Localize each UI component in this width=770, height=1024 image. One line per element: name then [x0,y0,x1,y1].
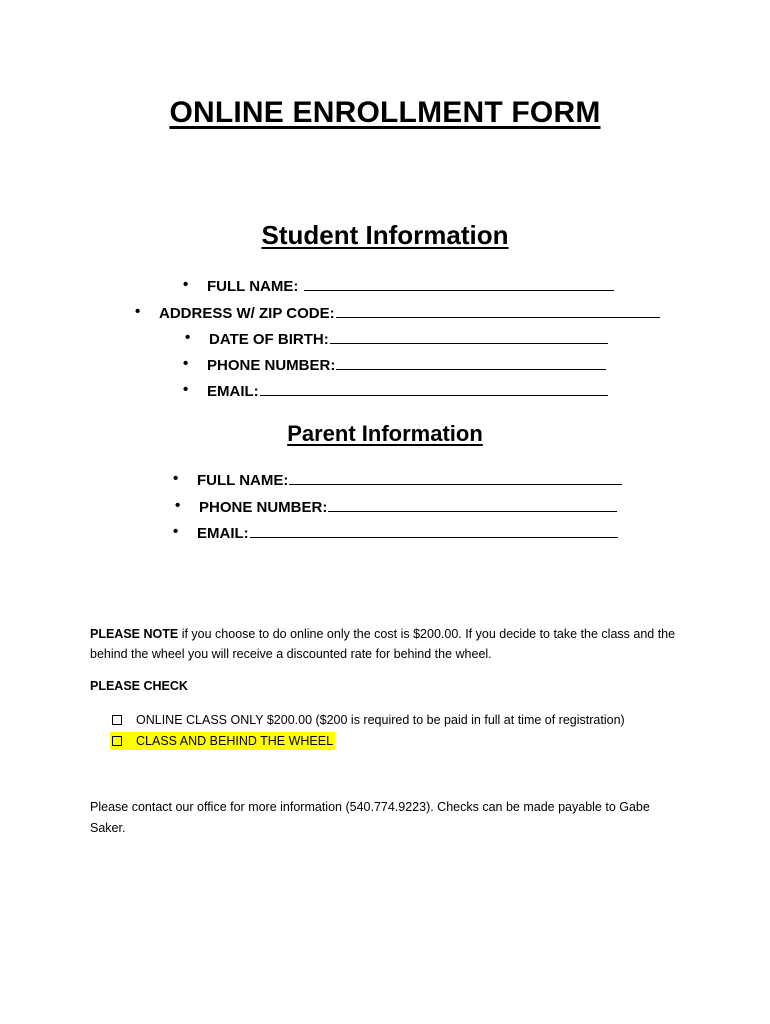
parent-full-name-field[interactable] [173,470,622,490]
field-label: PHONE NUMBER: [207,357,336,374]
bullet-icon: • [173,523,179,540]
contact-info: Please contact our office for more information (540.774.9223). Checks can be made payable to Gabe Saker. [90,800,650,835]
field-label: DATE OF BIRTH: [209,331,329,348]
student-email-line[interactable] [260,381,608,396]
pricing-note [90,624,690,664]
field-label: EMAIL: [197,525,249,542]
bullet-icon: • [135,303,141,320]
student-address-line[interactable] [336,303,660,318]
student-phone-line[interactable] [336,355,606,370]
note-text: if you choose to do online only the cost is $200.00. If you decide to take the class and the behind the wheel you will receive a discounted rate for behind the wheel. [90,627,676,661]
checkbox-icon[interactable] [112,736,122,746]
student-email-field[interactable] [183,381,608,401]
parent-full-name-line[interactable] [289,470,622,485]
parent-email-field[interactable] [173,523,618,543]
option-online-only[interactable] [112,711,625,729]
bullet-icon: • [185,329,191,346]
bullet-icon: • [175,497,181,514]
option-class-and-wheel[interactable] [110,732,335,750]
bullet-icon: • [183,355,189,372]
student-phone-field[interactable] [183,355,606,375]
please-check-label: PLEASE CHECK [90,679,188,693]
note-lead: PLEASE NOTE [90,627,179,641]
field-label: FULL NAME: [207,278,303,295]
parent-email-line[interactable] [250,523,618,538]
bullet-icon: • [183,381,189,398]
checkbox-icon[interactable] [112,715,122,725]
option-label: ONLINE CLASS ONLY $200.00 ($200 is required to be paid in full at time of registration) [136,713,625,727]
bullet-icon: • [173,470,179,487]
student-dob-field[interactable] [185,329,608,349]
form-title: ONLINE ENROLLMENT FORM [169,96,601,129]
parent-phone-field[interactable] [175,497,617,517]
student-section-heading: Student Information [261,220,509,250]
field-label: PHONE NUMBER: [199,499,328,516]
student-address-field[interactable] [135,303,660,323]
parent-phone-line[interactable] [328,497,617,512]
option-label: CLASS AND BEHIND THE WHEEL [136,734,334,748]
field-label: FULL NAME: [197,472,289,489]
parent-section-heading: Parent Information [287,421,483,446]
student-full-name-line[interactable] [304,276,614,291]
bullet-icon: • [183,276,189,293]
student-dob-line[interactable] [330,329,608,344]
field-label: ADDRESS W/ ZIP CODE: [159,305,335,322]
student-full-name-field[interactable] [183,276,614,296]
field-label: EMAIL: [207,383,259,400]
